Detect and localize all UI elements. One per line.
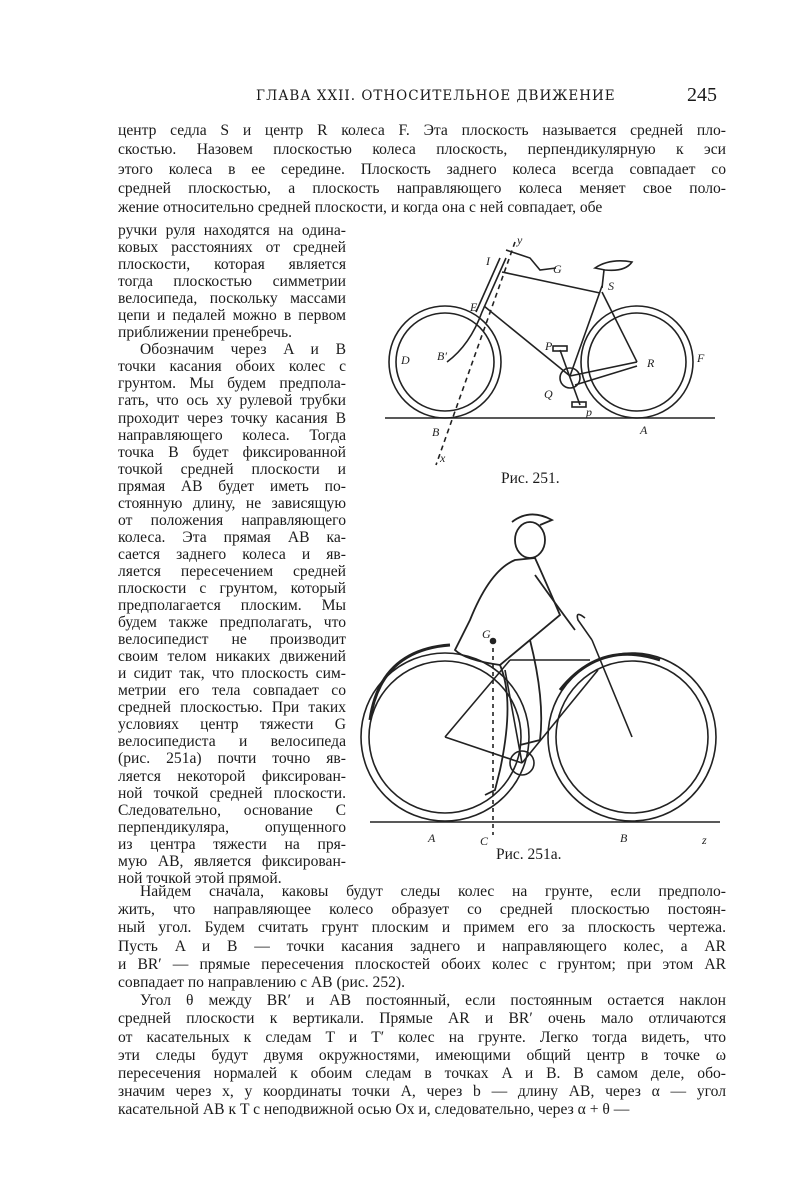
text-line: от положения направляющего (118, 511, 346, 529)
running-header: ГЛАВА XXII. ОТНОСИТЕЛЬНОЕ ДВИЖЕНИЕ (256, 88, 616, 104)
text-line: из центра тяжести на пря- (118, 835, 346, 853)
figure-251a-caption: Рис. 251a. (496, 846, 562, 863)
text-line: предполагается плоским. Мы (118, 597, 346, 615)
text-line: ковых расстояниях от средней (118, 239, 346, 257)
handlebar (506, 250, 556, 270)
figure-251-caption: Рис. 251. (501, 470, 560, 487)
text-line: средней плоскостью, а плоскость направляющего колеса меняет свое поло- (118, 179, 726, 197)
text-line: жение относительно средней плоскости, и когда она с ней совпадает, обе (118, 199, 603, 217)
text-line: и BR′ — прямые пересечения плоскостей обоих колес с грунтом; при этом AR (118, 955, 726, 973)
text-line: условиях центр тяжести G (118, 716, 346, 734)
text-line: велосипеда, поскольку массами (118, 290, 346, 308)
figure-label: A (640, 423, 648, 437)
saddle (595, 261, 632, 270)
figure-label: y (517, 233, 523, 247)
text-line: ляется некоторой фиксирован- (118, 767, 346, 785)
text-line: велосипедиста и велосипеда (118, 733, 346, 751)
figure-label: S (608, 279, 614, 293)
text-line: скостью. Назовем плоскостью колеса плоскость, перпендикулярную к эси (118, 141, 726, 159)
text-line: точки касания обоих колес с (118, 358, 346, 376)
text-line: Следовательно, основание C (118, 801, 346, 819)
figure-label: p (586, 405, 592, 419)
text-line: грунтом. Мы будем предпола- (118, 375, 346, 393)
figure-label: G (553, 262, 562, 276)
text-line: прямая AB будет иметь по- (118, 477, 346, 495)
figure-label: I (486, 254, 490, 268)
text-line: проходит через точку касания B (118, 409, 346, 427)
text-line: Пусть A и B — точки касания заднего и направляющего колес, а AR (118, 937, 726, 955)
text-line: Найдем сначала, каковы будут следы колес на грунте, если предполо- (140, 883, 726, 900)
seat-tube (570, 286, 602, 376)
text-line: точкой средней плоскости и (118, 460, 346, 478)
text-line: Обозначим через A и B (140, 341, 346, 359)
page-number: 245 (687, 84, 717, 106)
text-line: ной точкой средней плоскости. (118, 784, 346, 802)
steering-axis (436, 242, 515, 465)
figure-label: Q (544, 387, 553, 401)
text-line: средней плоскости к вертикали. Прямые AR и BR′ очень мало отличаются (118, 1010, 726, 1028)
figure-label: x (440, 451, 446, 465)
text-line: цепи и педалей можно в первом (118, 307, 346, 325)
figure-label: G (482, 627, 491, 641)
text-line: жить, что направляющее колесо образует со средней плоскостью постоян- (118, 901, 726, 919)
figure-label: P (545, 339, 553, 353)
text-line: колеса. Эта прямая AB ка- (118, 528, 346, 546)
text-line: ной точкой этой прямой. (118, 869, 282, 887)
figure-251a-cyclist (361, 514, 720, 848)
text-line: направляющего колеса. Тогда (118, 426, 346, 444)
text-line: этого колеса в ее середине. Плоскость заднего колеса всегда совпадает со (118, 160, 726, 178)
text-line: совпадает по направлению с AB (рис. 252). (118, 973, 406, 991)
text-line: плоскости, которая является (118, 256, 346, 274)
text-line: сается заднего колеса и яв- (118, 545, 346, 563)
text-line: ручки руля находятся на одина- (118, 222, 346, 239)
text-line: мую AB, является фиксирован- (118, 852, 346, 870)
text-line: (рис. 251a) почти точно яв- (118, 750, 346, 768)
seat-stay (602, 292, 637, 362)
text-line: точка B будет фиксированной (118, 443, 346, 461)
text-line: от касательных к следам T и T′ колес на грунте. Легко тогда видеть, что (118, 1028, 726, 1046)
figure-label: A (428, 831, 436, 845)
top-tube (502, 272, 600, 293)
rear-fender (370, 645, 450, 720)
figure-label: E (470, 300, 478, 314)
text-line: эти следы будут двумя окружностями, имеющими общий центр в точке ω (118, 1046, 726, 1064)
text-line: значим через x, y координаты точки A, через b — длину AB, через α — угол (118, 1083, 726, 1101)
figure-label: B (620, 831, 628, 845)
text-line: приближении пренебречь. (118, 324, 293, 342)
text-line: перпендикуляра, опущенного (118, 818, 346, 836)
text-line: велосипедист не производит (118, 631, 346, 649)
figure-label: z (702, 833, 707, 847)
text-line: центр седла S и центр R колеса F. Эта плоскость называется средней пло- (118, 122, 726, 139)
handlebar (577, 614, 592, 640)
figure-label: R (647, 356, 655, 370)
text-line: Угол θ между BR′ и AB постоянный, если постоянным остается наклон (140, 992, 726, 1010)
figure-label: B′ (437, 349, 447, 363)
figure-label: B (432, 425, 440, 439)
text-line: и сидит так, что плоскость сим- (118, 665, 346, 683)
text-line: плоскости с грунтом, который (118, 579, 346, 597)
text-line: стоянную длину, не зависящую (118, 494, 346, 512)
text-line: ляется пересечением средней (118, 562, 346, 580)
figure-label: C (480, 834, 489, 848)
text-line: своим телом никаких движений (118, 648, 346, 666)
text-line: пересечения нормалей к обоим следам в точках A и B. В самом деле, обо- (118, 1064, 726, 1082)
figure-label: D (401, 353, 410, 367)
figure-label: F (697, 351, 705, 365)
text-line: будем также предполагать, что (118, 614, 346, 632)
text-line: гать, что ось xy рулевой трубки (118, 392, 346, 410)
text-line: касательной AB к T с неподвижной осью Ox и, следовательно, через α + θ — (118, 1101, 630, 1119)
text-line: средней плоскостью. При таких (118, 699, 346, 717)
text-line: тогда плоскостью симметрии (118, 273, 346, 291)
text-line: метрии его тела совпадает со (118, 682, 346, 700)
figure-251-bicycle (385, 233, 715, 465)
text-line: ный угол. Будем считать грунт плоским и примем его за плоскость чертежа. (118, 919, 726, 937)
